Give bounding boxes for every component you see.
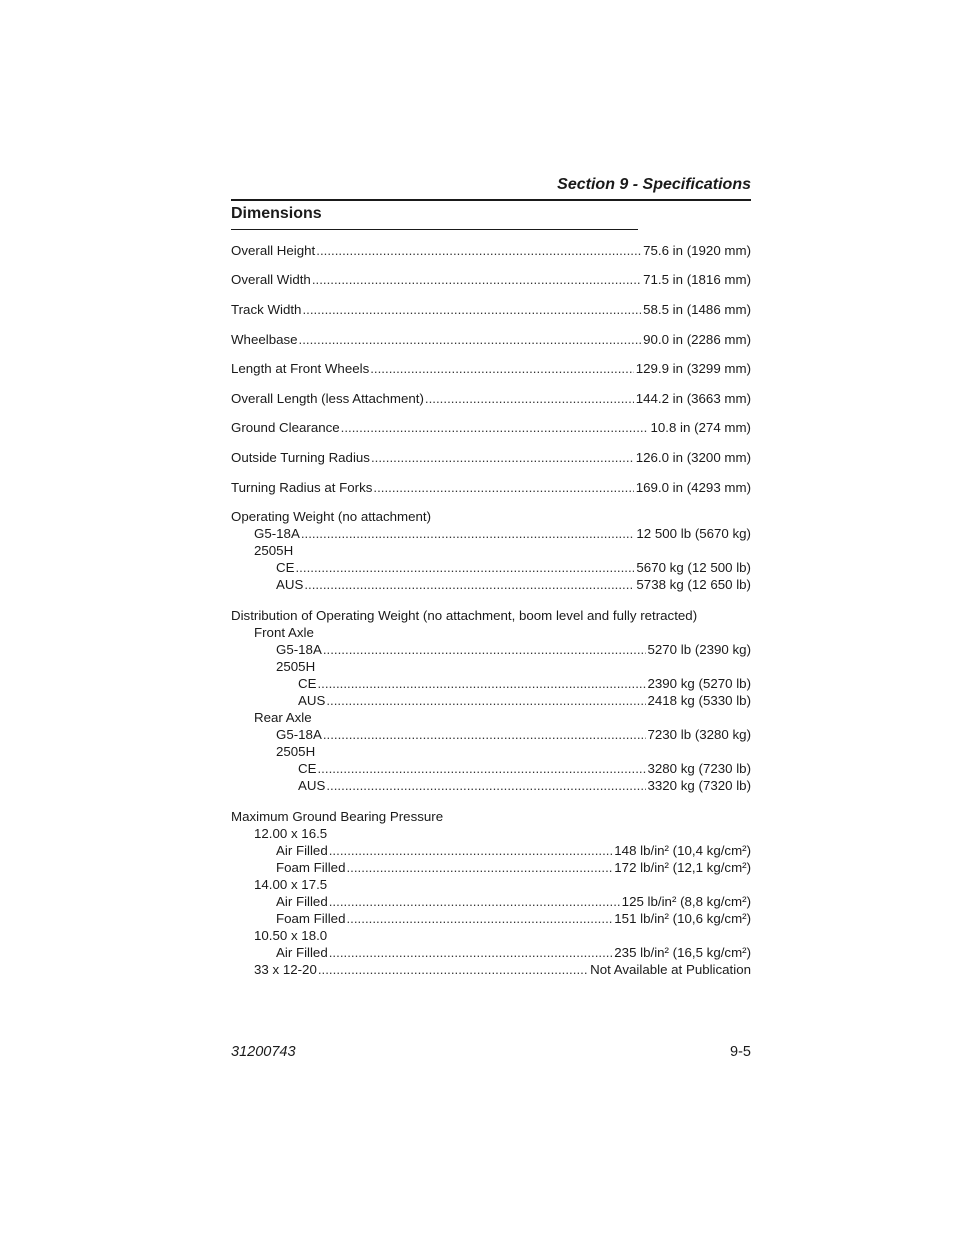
tire-2-air-filled: Air Filled ..... 125 lb/in² (8,8 kg/cm²) (231, 893, 751, 910)
front-axle-heading: Front Axle (254, 625, 314, 640)
operating-weight-g5: G5-18A ..... 12 500 lb (5670 kg) (231, 525, 751, 542)
rear-axle-g5: G5-18A ..... 7230 lb (3280 kg) (231, 726, 751, 743)
tire-size-3: 10.50 x 18.0 (254, 928, 328, 943)
spec-ground-clearance: Ground Clearance ..... 10.8 in (274 mm) (231, 419, 751, 436)
rear-axle-2505h: 2505H (276, 744, 316, 759)
operating-weight-aus: AUS ..... 5738 kg (12 650 lb) (231, 576, 751, 593)
front-axle-aus: AUS ..... 2418 kg (5330 lb) (231, 692, 751, 709)
spec-length-front-wheels: Length at Front Wheels ..... 129.9 in (3299 mm) (231, 360, 751, 377)
doc-number: 31200743 (231, 1044, 296, 1060)
tire-size-2: 14.00 x 17.5 (254, 877, 328, 892)
page-title: Dimensions (231, 205, 322, 222)
spec-overall-length: Overall Length (less Attachment) ..... 144.2 in (3663 mm) (231, 390, 751, 407)
operating-weight-2505h: 2505H (254, 543, 294, 558)
bearing-pressure-block (231, 808, 751, 978)
spec-track-width: Track Width ..... 58.5 in (1486 mm) (231, 301, 751, 318)
tire-size-1: 12.00 x 16.5 (254, 826, 328, 841)
front-axle-g5: G5-18A ..... 5270 lb (2390 kg) (231, 641, 751, 658)
section-title: Section 9 - Specifications (557, 176, 751, 193)
tire-4-row: 33 x 12-20 ..... Not Available at Publication (231, 961, 751, 978)
operating-weight-ce: CE ..... 5670 kg (12 500 lb) (231, 559, 751, 576)
operating-weight-block (231, 508, 751, 593)
rear-axle-heading: Rear Axle (254, 710, 312, 725)
front-axle-ce: CE ..... 2390 kg (5270 lb) (231, 675, 751, 692)
spec-outside-turning-radius: Outside Turning Radius ..... 126.0 in (3200 mm) (231, 449, 751, 466)
page-number: 9-5 (730, 1044, 751, 1060)
header-rule (231, 199, 751, 201)
operating-weight-heading: Operating Weight (no attachment) (231, 509, 432, 524)
spec-overall-width: Overall Width ..... 71.5 in (1816 mm) (231, 271, 751, 288)
tire-1-foam-filled: Foam Filled ..... 172 lb/in² (12,1 kg/cm²) (231, 859, 751, 876)
distribution-heading: Distribution of Operating Weight (no attachment, boom level and fully retracted) (231, 608, 698, 623)
tire-1-air-filled: Air Filled ..... 148 lb/in² (10,4 kg/cm²) (231, 842, 751, 859)
title-underline (231, 229, 638, 230)
tire-2-foam-filled: Foam Filled ..... 151 lb/in² (10,6 kg/cm²) (231, 910, 751, 927)
front-axle-2505h: 2505H (276, 659, 316, 674)
spec-wheelbase: Wheelbase ..... 90.0 in (2286 mm) (231, 331, 751, 348)
distribution-block (231, 607, 751, 794)
rear-axle-ce: CE ..... 3280 kg (7230 lb) (231, 760, 751, 777)
spec-turning-radius-forks: Turning Radius at Forks ..... 169.0 in (4293 mm) (231, 479, 751, 496)
spec-overall-height: Overall Height ..... 75.6 in (1920 mm) (231, 242, 751, 259)
rear-axle-aus: AUS ..... 3320 kg (7320 lb) (231, 777, 751, 794)
bearing-pressure-heading: Maximum Ground Bearing Pressure (231, 809, 444, 824)
tire-3-air-filled: Air Filled ..... 235 lb/in² (16,5 kg/cm²) (231, 944, 751, 961)
